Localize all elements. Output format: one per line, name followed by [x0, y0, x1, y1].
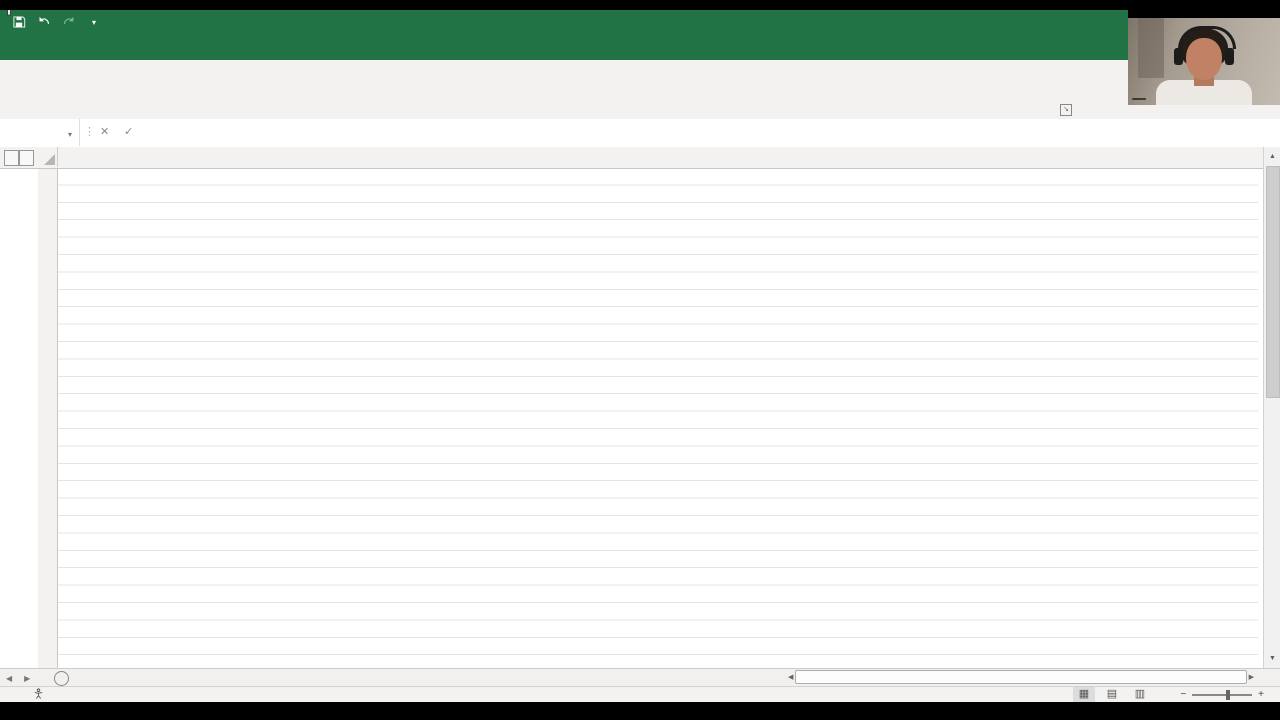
customize-quick-access-icon[interactable]: ▾ — [91, 17, 96, 27]
zoom-slider-thumb[interactable] — [1226, 690, 1230, 700]
page-break-view-icon[interactable]: ▥ — [1134, 688, 1146, 700]
outline-level-2-button[interactable] — [19, 150, 34, 166]
headphones-band-icon — [1178, 26, 1236, 49]
webcam-video — [1128, 18, 1280, 105]
cancel-entry-icon[interactable]: ✕ — [100, 126, 110, 138]
horizontal-scroll-thumb[interactable] — [795, 670, 1246, 684]
vertical-scroll-thumb[interactable] — [1266, 166, 1280, 398]
sheet-grid[interactable] — [57, 168, 1258, 668]
webcam-name-label — [1132, 98, 1146, 100]
scroll-down-icon[interactable]: ▼ — [1269, 655, 1276, 662]
letterbox-bottom — [0, 702, 1280, 720]
outline-dialog-launcher-icon[interactable]: ↘ — [1060, 104, 1072, 116]
background-door — [1138, 18, 1164, 78]
headphone-right-icon — [1225, 48, 1234, 65]
formula-bar — [0, 119, 1280, 148]
hscroll-right-icon[interactable]: ▶ — [1248, 674, 1254, 681]
zoom-out-icon[interactable]: − — [1180, 689, 1187, 700]
page-layout-view-icon[interactable]: ▤ — [1106, 688, 1118, 700]
confirm-entry-icon[interactable]: ✓ — [124, 126, 134, 138]
zoom-slider[interactable] — [1192, 694, 1252, 696]
select-all-button[interactable] — [38, 147, 58, 167]
new-sheet-button[interactable] — [54, 671, 69, 686]
letterbox-top — [0, 0, 1280, 10]
outline-level-1-button[interactable] — [4, 150, 19, 166]
horizontal-scrollbar[interactable] — [788, 670, 1254, 684]
sheet-nav-left-icon[interactable]: ◀ — [6, 673, 13, 683]
vertical-scrollbar[interactable] — [1263, 147, 1280, 668]
accessibility-icon — [33, 688, 44, 699]
ribbon — [0, 60, 1280, 120]
title-bar — [0, 10, 1280, 35]
webcam-overlay — [1128, 10, 1280, 105]
quick-access-toolbar — [10, 13, 103, 31]
sheet-nav-right-icon[interactable]: ▶ — [24, 673, 31, 683]
row-headers — [38, 168, 58, 668]
undo-icon[interactable] — [35, 13, 53, 31]
name-box-dropdown-icon[interactable]: ▾ — [68, 130, 73, 139]
hscroll-left-icon[interactable]: ◀ — [788, 674, 794, 681]
column-header-strip — [0, 147, 1263, 169]
normal-view-icon[interactable]: ▦ — [1073, 687, 1095, 702]
select-all-triangle-icon — [44, 154, 55, 165]
scroll-up-icon[interactable]: ▲ — [1269, 153, 1276, 160]
redo-icon[interactable] — [60, 13, 78, 31]
zoom-in-icon[interactable]: + — [1258, 689, 1264, 700]
formula-bar-handle-icon: ⋮ — [84, 126, 95, 138]
status-bar — [0, 686, 1280, 703]
headphone-left-icon — [1174, 48, 1183, 65]
ribbon-tab-strip — [0, 35, 1280, 60]
